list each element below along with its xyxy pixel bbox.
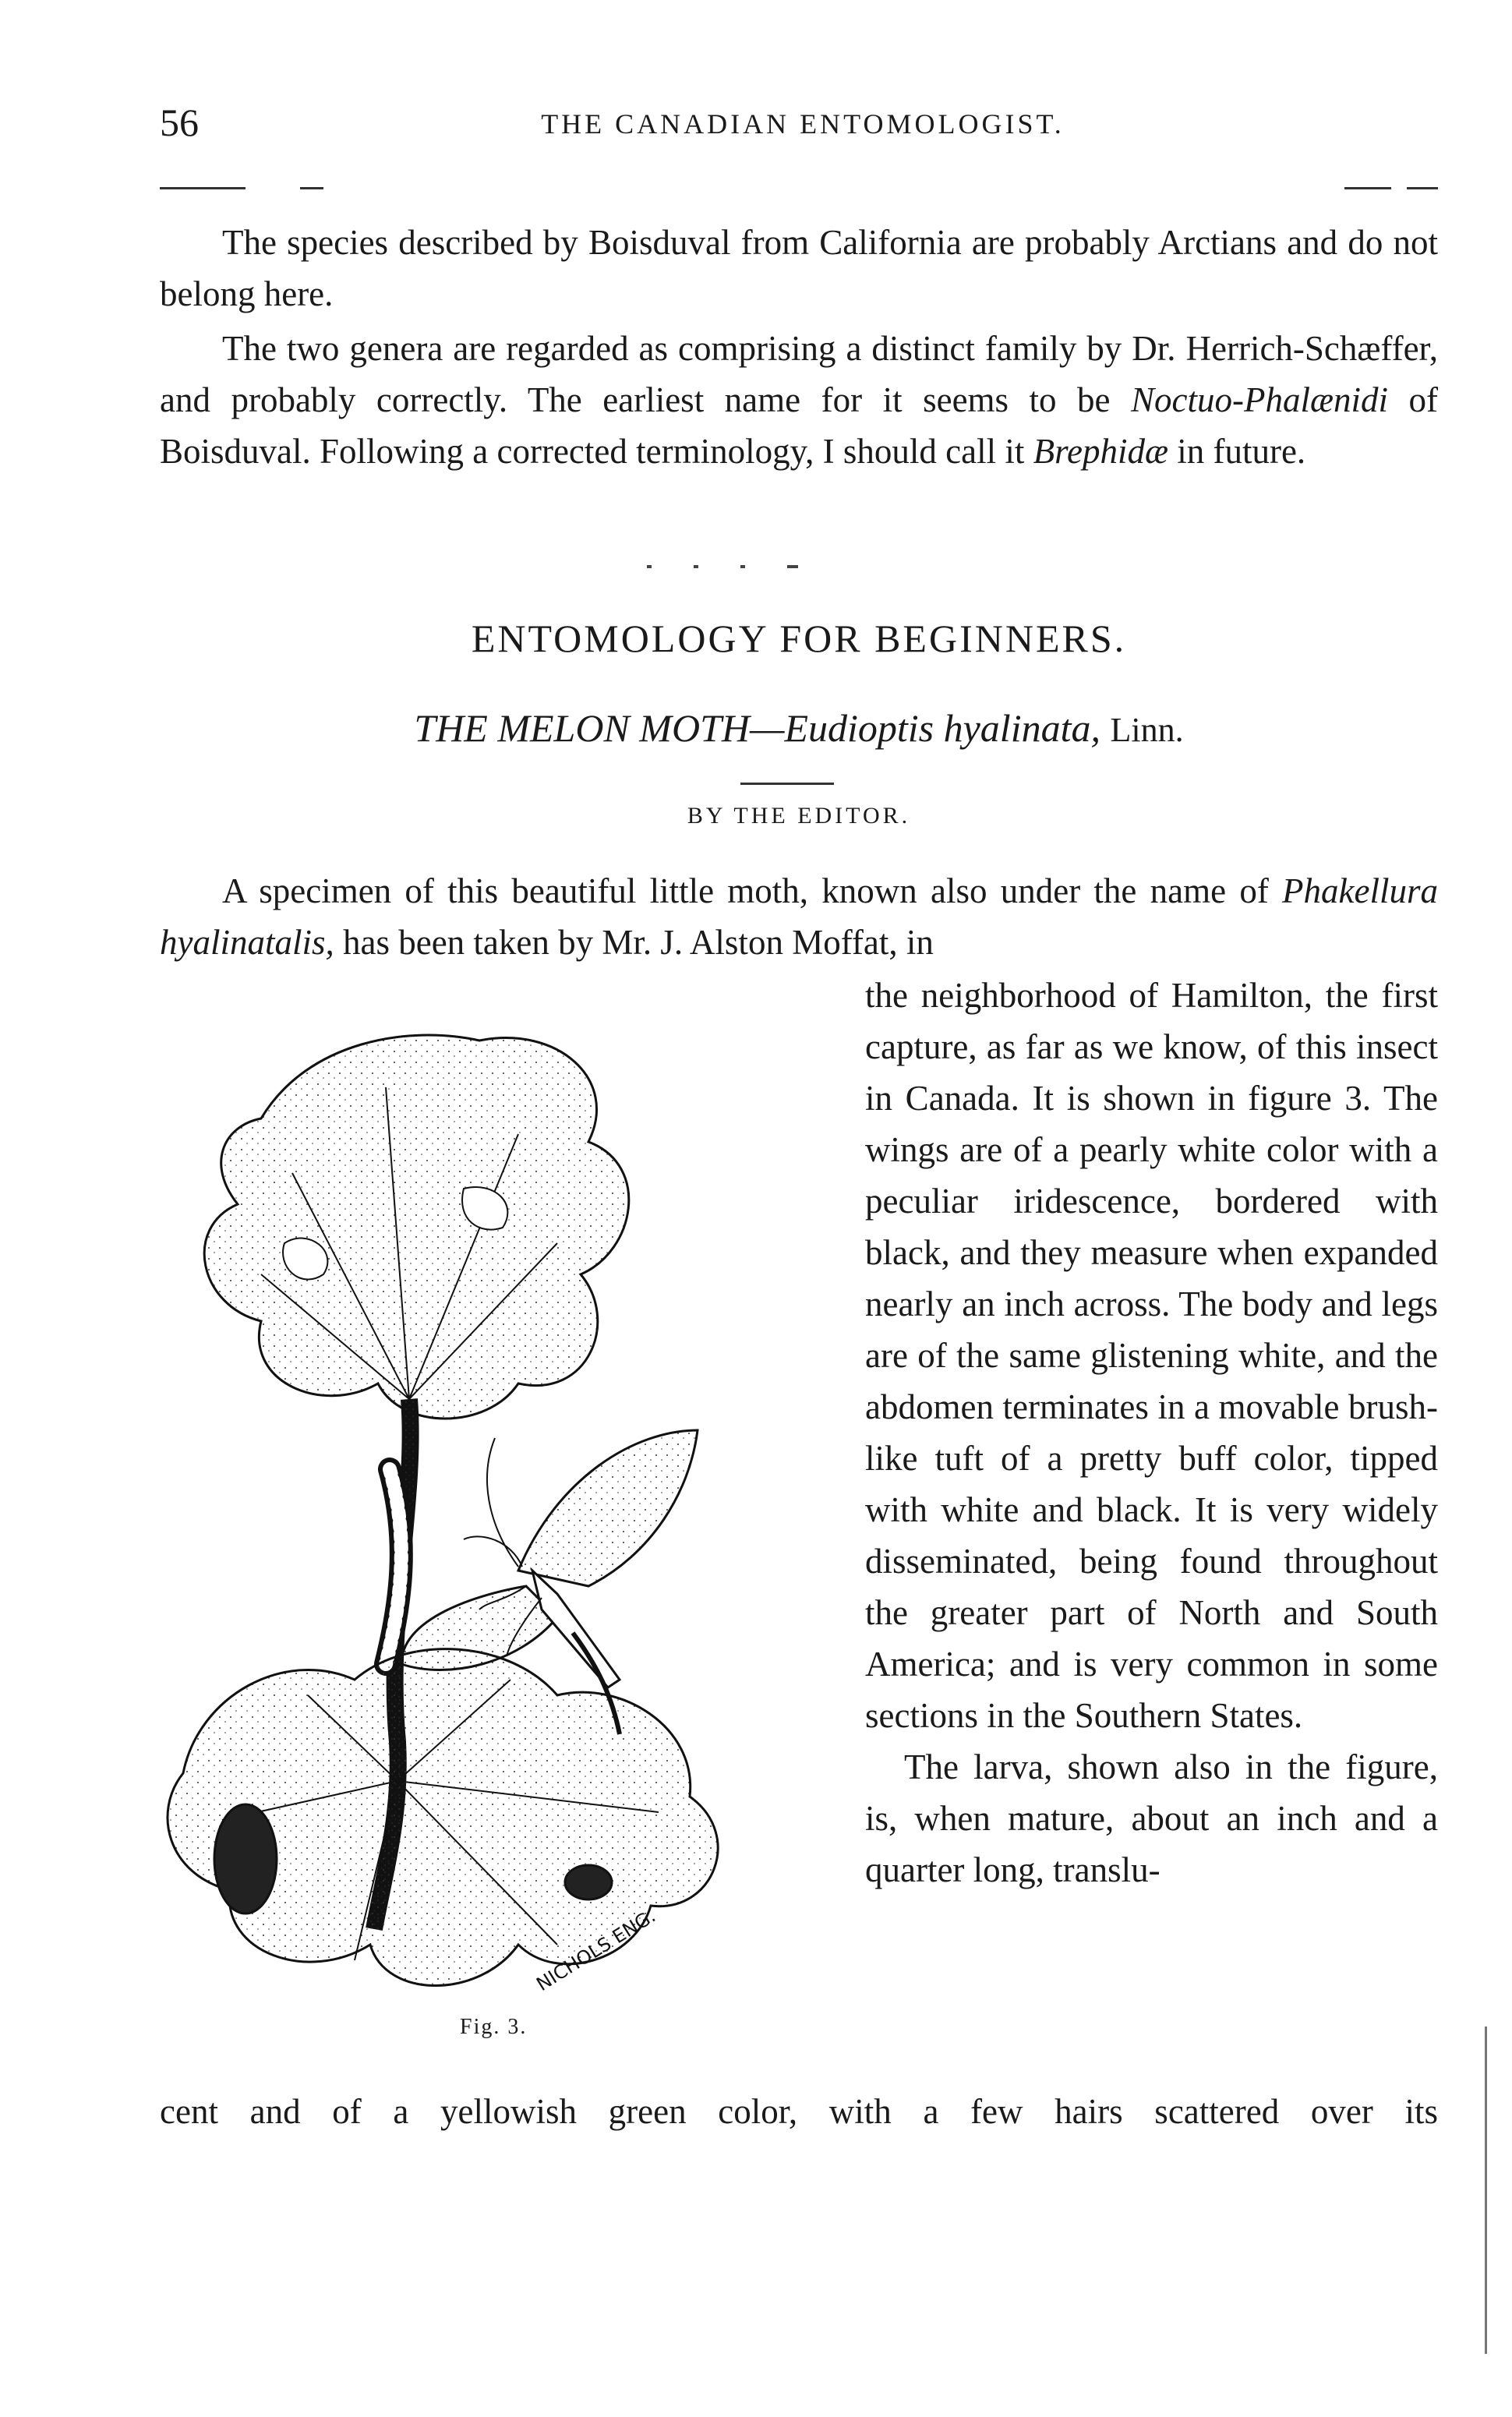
page-header [160,100,1446,154]
margin-line [1485,2027,1487,2354]
divider [740,783,834,785]
header-rule [160,187,1438,190]
section-ornament [647,565,850,570]
running-head: THE CANADIAN ENTOMOLOGIST. [541,108,1065,140]
article-subtitle: THE MELON MOTH—Eudioptis hyalinata, Linn. [414,706,1184,750]
paragraph: the neighborhood of Hamilton, the first capture, as far as we know, of this insect in Canada. It is shown in figure 3. The wings are of a pearly white color with a peculiar iridescence, bordered with black, and they measure when expanded nearly an inch across. The body and legs are of the same glistening white, and the abdomen terminates in a movable brush-like tuft of a pretty buff color, tipped with white and black. It is very widely disseminated, being found throughout the greater part of North and South America; and is very common in some sections in the Southern States. [865,976,1438,1735]
article-title: ENTOMOLOGY FOR BEGINNERS. [471,617,1127,660]
paragraph: The species described by Boisduval from California are probably Arctians and do not belong here. [160,223,1438,313]
figure-caption: Fig. 3. [460,2015,528,2039]
upper-leaf-icon [204,1035,629,1419]
section-intro [160,217,1438,477]
paragraph: The larva, shown also in the figure, is, when mature, about an inch and a quarter long, translu- [865,1747,1438,1889]
italic-term: Noctuo-Phalænidi [1131,380,1389,419]
italic-term: Brephidæ [1033,432,1168,471]
article-opening [160,865,1438,968]
paragraph: The two genera are regarded as comprising a distinct family by Dr. Herrich-Schæffer, and probably correctly. The earliest name for it seems to be Noctuo-Phalænidi of Boisduval. Following a corrected terminology, I should call it Brephidæ in future. [160,329,1439,471]
byline: BY THE EDITOR. [687,803,911,829]
paragraph-continuation: cent and of a yellowish green color, with a few hairs scattered over its [160,2092,1438,2131]
paragraph: A specimen of this beautiful little moth, known also under the name of Phakellura hyalinatalis, has been taken by Mr. J. Alston Moffat, in [160,871,1438,962]
melon-moth-illustration [152,994,853,2023]
engraver-mark: NICHOLS ENG. [532,1904,660,1996]
page-number: 56 [160,101,199,144]
wrapped-column-text [865,970,1438,1896]
